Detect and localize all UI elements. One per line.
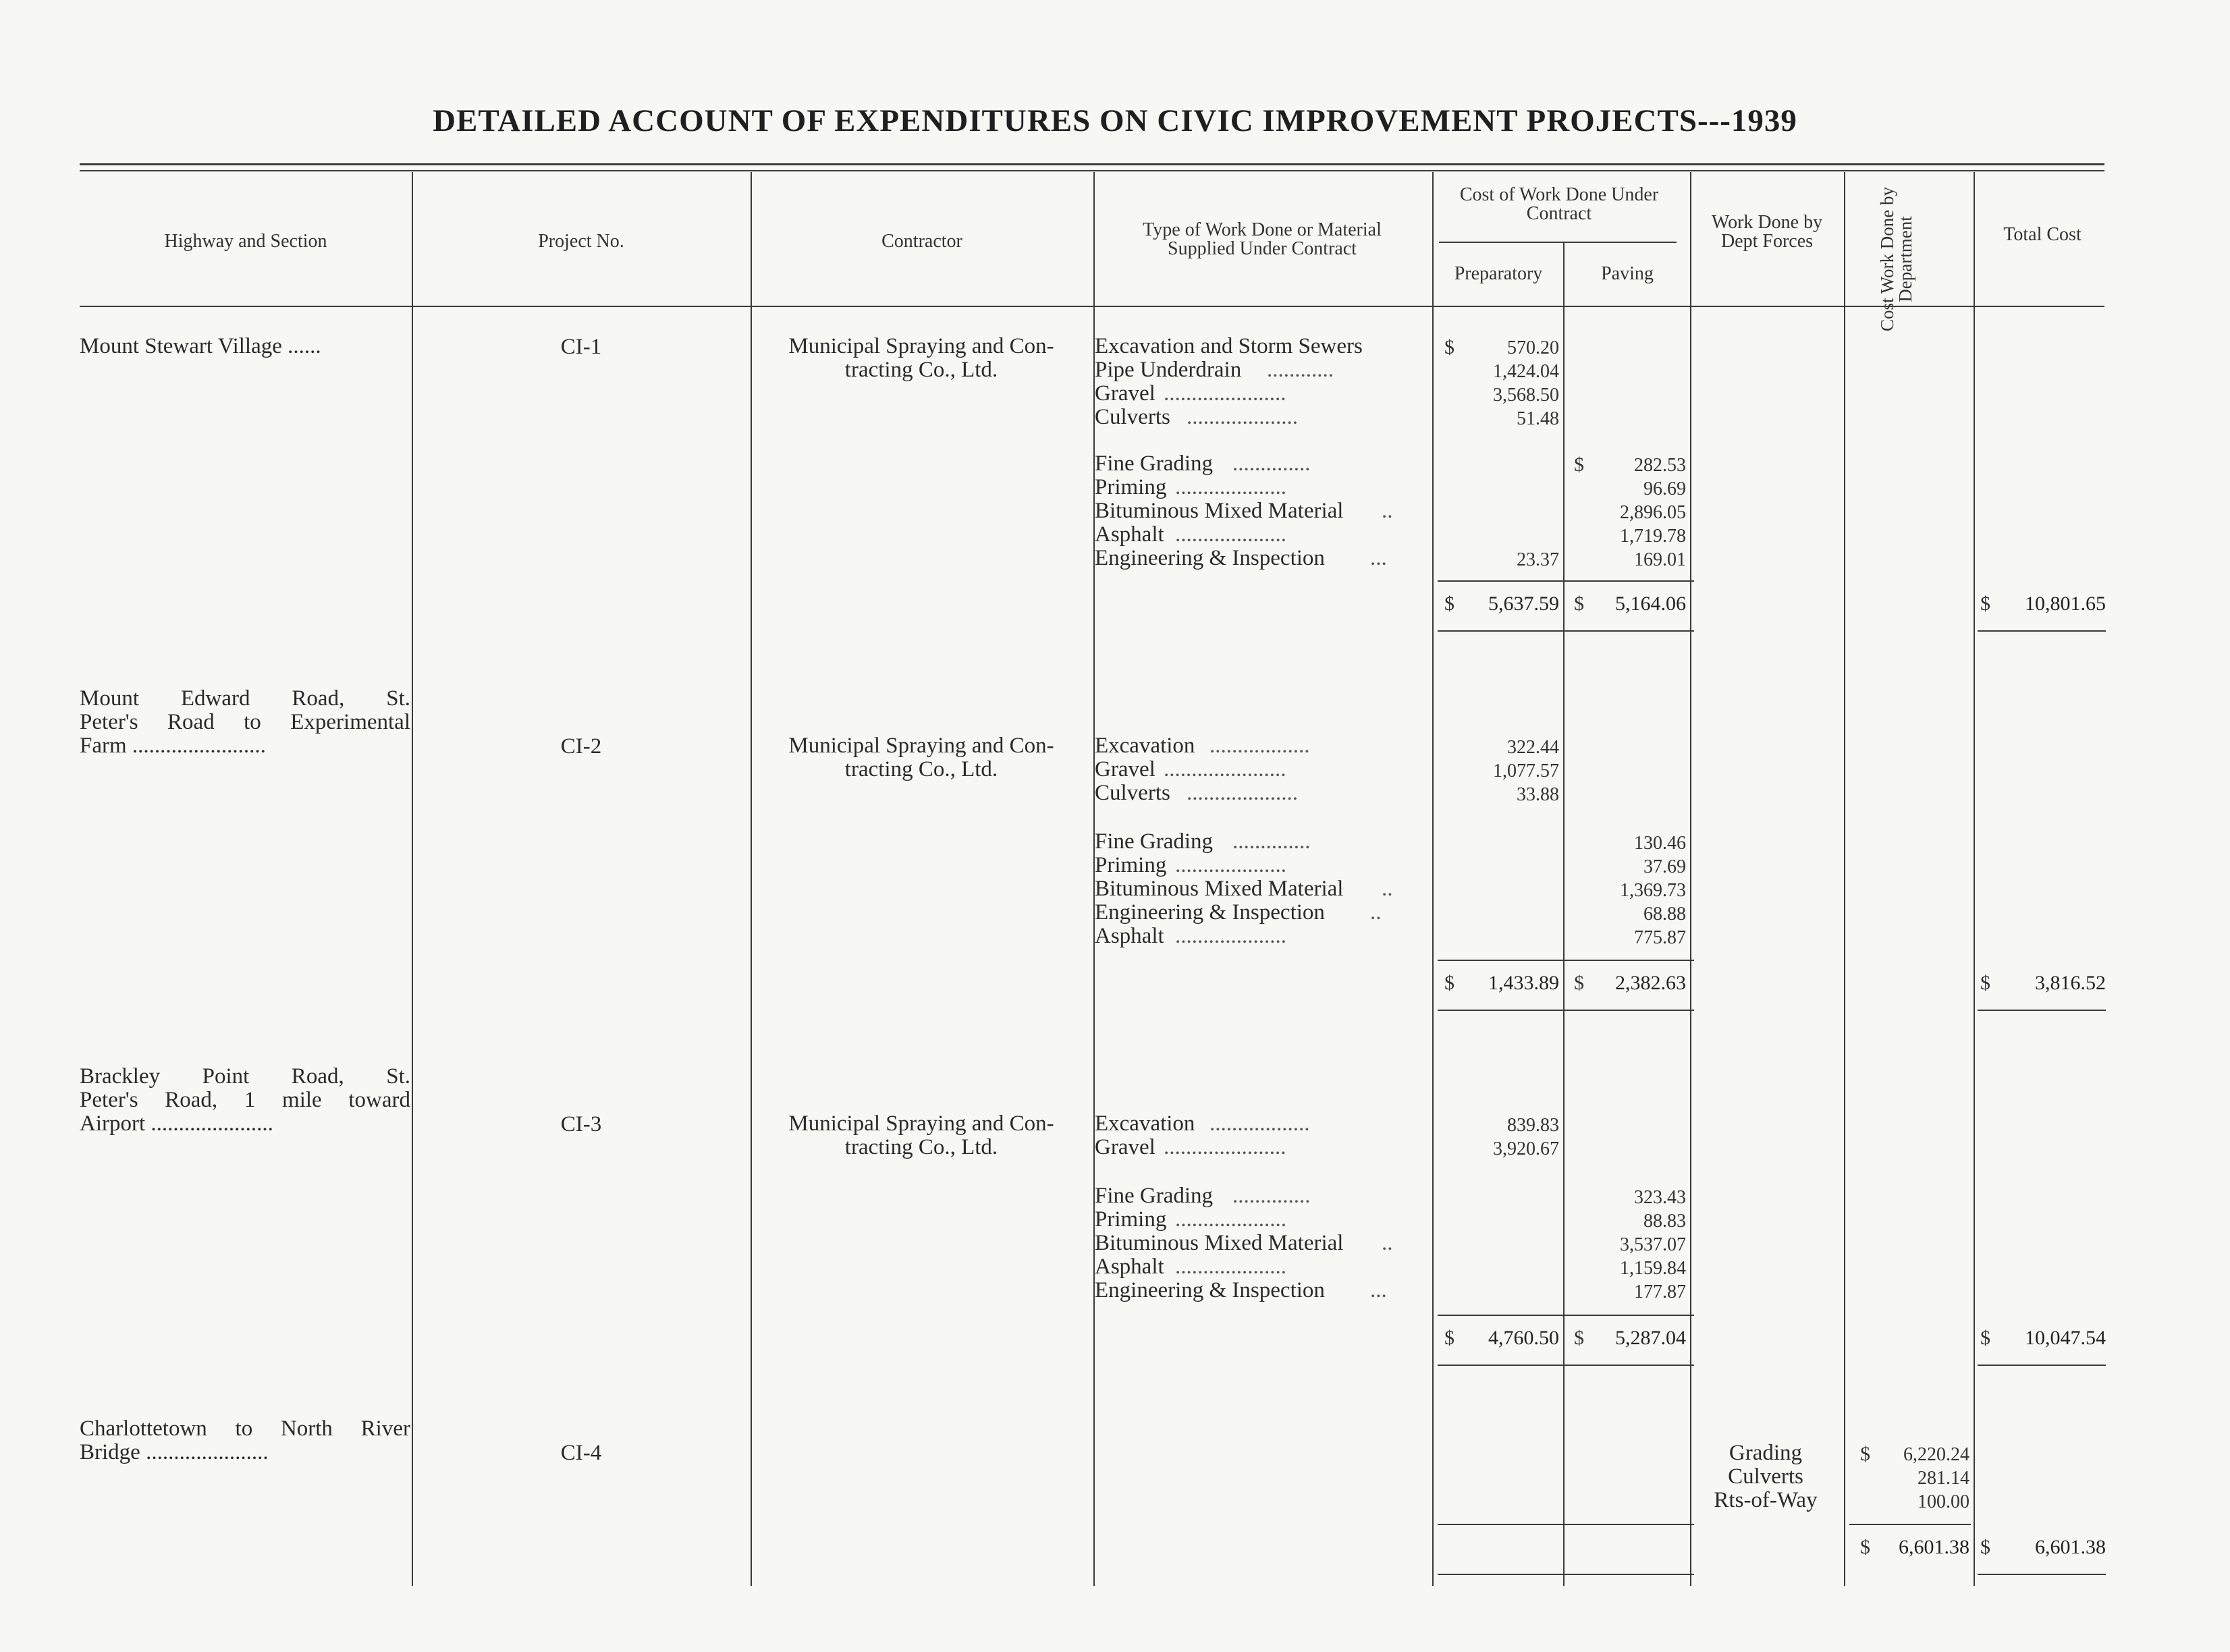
preparatory-amount: 322.44 — [1507, 737, 1559, 758]
leader-dots: .............. — [1232, 1184, 1311, 1208]
table-top-rule — [80, 163, 2104, 165]
cost-contract-split-rule — [1439, 242, 1677, 243]
leader-dots: ... — [1370, 1278, 1387, 1302]
subtotal-paving: 2,382.63 — [1615, 972, 1686, 994]
subtotal-bottom-rule — [1438, 630, 1694, 632]
header-project: Project No. — [538, 231, 624, 252]
dollar-sign: $ — [1860, 1536, 1870, 1558]
contractor-line: Municipal Spraying and Con- — [788, 1111, 1054, 1136]
highway-line: Mount Edward Road, St. — [80, 686, 410, 711]
dollar-sign: $ — [1574, 972, 1584, 994]
paving-amount: 2,896.05 — [1620, 502, 1686, 523]
dept-work-item: Rts-of-Way — [1714, 1488, 1818, 1512]
dollar-sign: $ — [1444, 972, 1454, 994]
dept-cost-amount: 100.00 — [1918, 1491, 1969, 1512]
total-bottom-rule — [1978, 1010, 2106, 1011]
dept-cost-amount: 281.14 — [1918, 1468, 1969, 1489]
work-item: Bituminous Mixed Material — [1095, 1231, 1344, 1255]
leader-dots: .................... — [1175, 522, 1286, 547]
subtotal-paving: 5,164.06 — [1615, 593, 1686, 615]
preparatory-amount: 570.20 — [1507, 337, 1559, 358]
paving-amount: 177.87 — [1634, 1282, 1686, 1302]
work-item: Engineering & Inspection — [1095, 900, 1325, 925]
leader-dots: .................... — [1175, 475, 1286, 499]
highway-line: Airport ...................... — [80, 1111, 273, 1136]
highway-line: Peter's Road to Experimental — [80, 710, 410, 734]
work-item: Priming — [1095, 853, 1167, 877]
total-cost: 10,047.54 — [2025, 1327, 2106, 1349]
work-item: Asphalt — [1095, 1255, 1164, 1279]
paving-amount: 3,537.07 — [1620, 1234, 1686, 1255]
leader-dots: .............. — [1232, 829, 1311, 854]
total-bottom-rule — [1978, 1365, 2106, 1366]
col-sep-4 — [1432, 172, 1434, 1586]
paving-amount: 323.43 — [1634, 1187, 1686, 1208]
work-item: Asphalt — [1095, 924, 1164, 948]
paving-amount: 37.69 — [1643, 856, 1686, 877]
dollar-sign: $ — [1860, 1443, 1870, 1465]
work-item: Culverts — [1095, 781, 1170, 805]
paving-amount: 1,159.84 — [1620, 1258, 1686, 1279]
subtotal-paving: 5,287.04 — [1615, 1327, 1686, 1349]
preparatory-amount: 23.37 — [1517, 549, 1559, 570]
table-top-rule-2 — [80, 170, 2104, 171]
highway-line: Farm ........................ — [80, 734, 266, 758]
col-sep-6 — [1690, 172, 1691, 1586]
contractor-line: tracting Co., Ltd. — [844, 1135, 998, 1159]
subtotal-preparatory: 1,433.89 — [1488, 972, 1559, 994]
leader-dots: .. — [1370, 900, 1382, 925]
subtotal-dept-cost: 6,601.38 — [1899, 1536, 1969, 1558]
preparatory-amount: 1,077.57 — [1493, 761, 1559, 781]
dept-cost-amount: 6,220.24 — [1903, 1444, 1969, 1465]
leader-dots: .................... — [1175, 853, 1286, 877]
paving-amount: 130.46 — [1634, 833, 1686, 854]
highway-line: Brackley Point Road, St. — [80, 1064, 410, 1089]
header-dept-forces: Work Done by Dept Forces — [1711, 212, 1823, 252]
contractor-line: Municipal Spraying and Con- — [788, 334, 1054, 358]
leader-dots: ... — [1370, 546, 1387, 570]
work-item: Gravel — [1095, 757, 1155, 781]
work-item: Fine Grading — [1095, 829, 1214, 854]
contractor-line: tracting Co., Ltd. — [844, 358, 998, 382]
work-item: Fine Grading — [1095, 1184, 1214, 1208]
work-item: Gravel — [1095, 1135, 1155, 1159]
dollar-sign: $ — [1574, 1327, 1584, 1349]
header-total: Total Cost — [2003, 224, 2082, 245]
subtotal-rule — [1438, 960, 1694, 961]
work-item: Fine Grading — [1095, 451, 1214, 476]
work-item: Excavation — [1095, 734, 1195, 758]
dept-work-item: Culverts — [1728, 1464, 1803, 1489]
col-sep-5 — [1563, 243, 1565, 1586]
preparatory-amount: 1,424.04 — [1493, 361, 1559, 382]
paving-amount: 169.01 — [1634, 549, 1686, 570]
dept-subtotal-rule — [1849, 1524, 1971, 1525]
preparatory-amount: 839.83 — [1507, 1115, 1559, 1136]
leader-dots: .................... — [1175, 924, 1286, 948]
paving-amount: 1,719.78 — [1620, 526, 1686, 547]
col-sep-7 — [1844, 172, 1845, 1586]
leader-dots: .............. — [1232, 451, 1311, 476]
highway-line: Peter's Road, 1 mile toward — [80, 1088, 410, 1112]
work-item: Bituminous Mixed Material — [1095, 499, 1344, 523]
total-cost: 6,601.38 — [2035, 1536, 2106, 1558]
dollar-sign: $ — [1980, 1536, 1990, 1558]
preparatory-amount: 51.48 — [1517, 408, 1559, 429]
paving-amount: 282.53 — [1634, 455, 1686, 476]
work-item: Bituminous Mixed Material — [1095, 877, 1344, 901]
header-preparatory: Preparatory — [1454, 263, 1543, 284]
subtotal-rule — [1438, 1315, 1694, 1316]
header-cost-dept: Cost Work Done by Department — [1877, 186, 1915, 332]
contractor-line: Municipal Spraying and Con- — [788, 734, 1054, 758]
subtotal-bottom-rule — [1438, 1574, 1694, 1575]
work-item: Engineering & Inspection — [1095, 1278, 1325, 1302]
leader-dots: .. — [1382, 499, 1393, 523]
subtotal-rule — [1438, 580, 1694, 582]
preparatory-amount: 3,568.50 — [1493, 385, 1559, 406]
header-highway: Highway and Section — [164, 231, 327, 252]
paving-amount: 96.69 — [1643, 478, 1686, 499]
page-title: DETAILED ACCOUNT OF EXPENDITURES ON CIVIC IMPROVEMENT PROJECTS---1939 — [433, 103, 1797, 138]
paving-amount: 1,369.73 — [1620, 880, 1686, 901]
work-item: Excavation — [1095, 1111, 1195, 1136]
header-bottom-rule — [80, 306, 2104, 307]
subtotal-bottom-rule — [1438, 1010, 1694, 1011]
header-contractor: Contractor — [881, 231, 962, 252]
col-sep-2 — [751, 172, 752, 1586]
dollar-sign: $ — [1574, 593, 1584, 615]
work-item: Gravel — [1095, 381, 1155, 406]
header-cost-contract: Cost of Work Done Under Contract — [1459, 184, 1659, 224]
highway-line: Bridge ...................... — [80, 1440, 269, 1464]
work-item: Priming — [1095, 1207, 1167, 1232]
work-item: Priming — [1095, 475, 1167, 499]
paving-amount: 775.87 — [1634, 927, 1686, 948]
total-bottom-rule — [1978, 1574, 2106, 1575]
leader-dots: .. — [1382, 1231, 1393, 1255]
highway-line: Charlottetown to North River — [80, 1416, 410, 1441]
header-type: Type of Work Done or Material Supplied Under Contract — [1143, 219, 1382, 259]
dollar-sign: $ — [1574, 453, 1584, 476]
dollar-sign: $ — [1980, 1327, 1990, 1349]
dollar-sign: $ — [1444, 336, 1454, 358]
subtotal-preparatory: 5,637.59 — [1488, 593, 1559, 615]
highway-line: Mount Stewart Village ...... — [80, 334, 321, 358]
preparatory-amount: 3,920.67 — [1493, 1138, 1559, 1159]
header-paving: Paving — [1601, 263, 1654, 284]
dollar-sign: $ — [1980, 593, 1990, 615]
dept-work-item: Grading — [1729, 1441, 1803, 1465]
project-number: CI-2 — [560, 734, 602, 759]
dollar-sign: $ — [1444, 593, 1454, 615]
paving-amount: 88.83 — [1643, 1211, 1686, 1232]
leader-dots: .................... — [1175, 1255, 1286, 1279]
col-sep-1 — [412, 172, 413, 1586]
paving-amount: 68.88 — [1643, 904, 1686, 925]
total-bottom-rule — [1978, 630, 2106, 632]
project-number: CI-4 — [560, 1441, 602, 1465]
dollar-sign: $ — [1980, 972, 1990, 994]
col-sep-8 — [1974, 172, 1975, 1586]
work-item: Culverts — [1095, 405, 1170, 429]
work-item: Pipe Underdrain — [1095, 358, 1242, 382]
dollar-sign: $ — [1444, 1327, 1454, 1349]
preparatory-amount: 33.88 — [1517, 784, 1559, 805]
total-cost: 10,801.65 — [2025, 593, 2106, 615]
project-number: CI-3 — [560, 1112, 602, 1136]
work-item: Excavation and Storm Sewers — [1095, 334, 1363, 358]
work-item: Engineering & Inspection — [1095, 546, 1325, 570]
project-number: CI-1 — [560, 335, 602, 359]
subtotal-rule — [1438, 1524, 1694, 1525]
total-cost: 3,816.52 — [2035, 972, 2106, 994]
subtotal-preparatory: 4,760.50 — [1488, 1327, 1559, 1349]
leader-dots: .................... — [1175, 1207, 1286, 1232]
contractor-line: tracting Co., Ltd. — [844, 757, 998, 781]
subtotal-bottom-rule — [1438, 1365, 1694, 1366]
work-item: Asphalt — [1095, 522, 1164, 547]
leader-dots: .. — [1382, 877, 1393, 901]
